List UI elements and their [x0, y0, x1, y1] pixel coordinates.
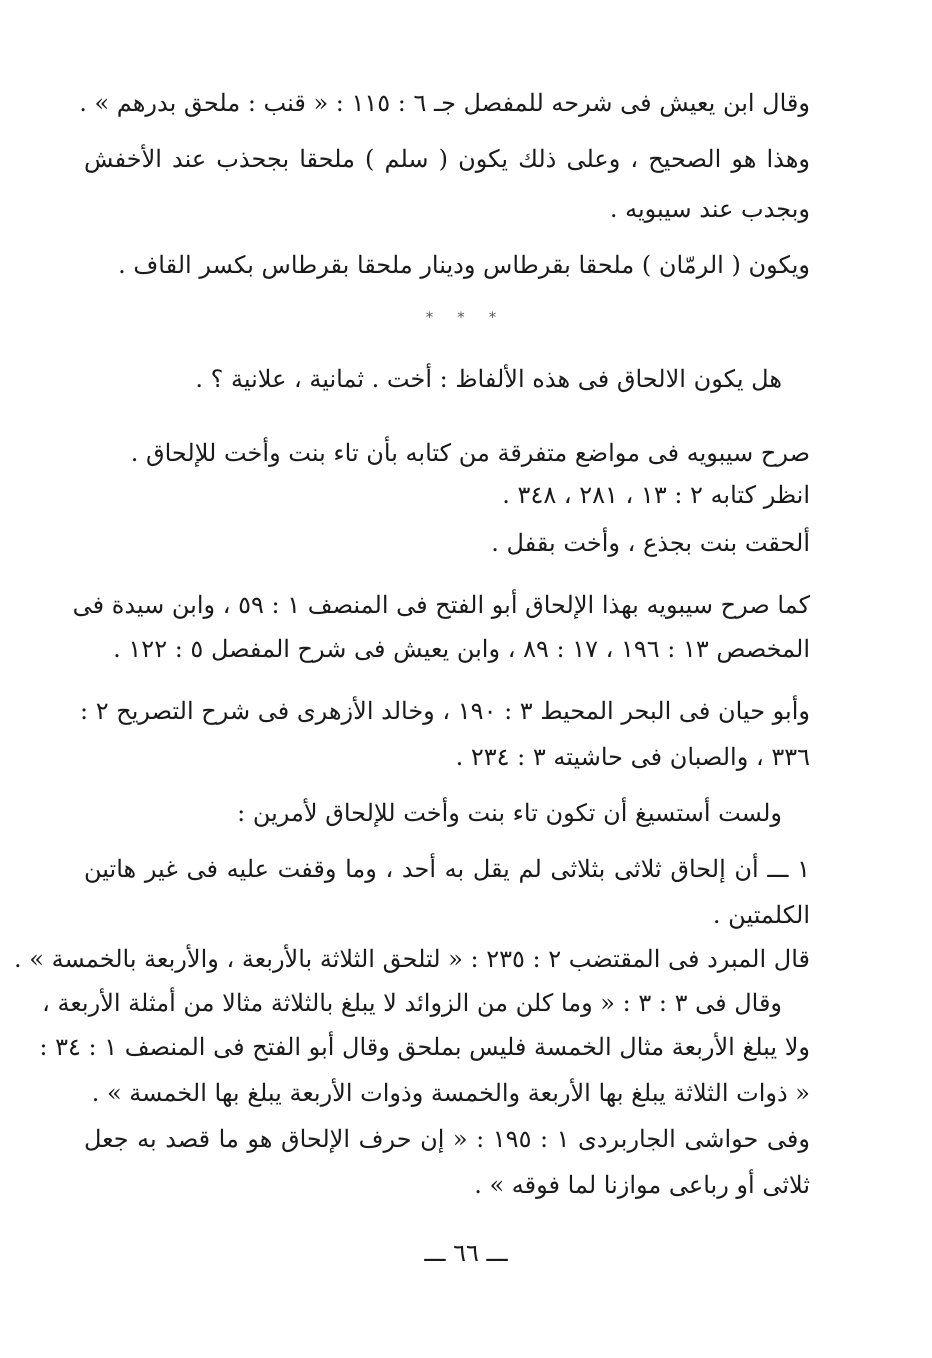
text-line-18: ولا يبلغ الأربعة مثال الخمسة فليس بملحق وقال أبو الفتح فى المنصف ١ : ٣٤ :: [39, 1033, 810, 1061]
text-line-10: المخصص ١٣ : ١٩٦ ، ١٧ : ٨٩ ، وابن يعيش فى شرح المفصل ٥ : ١٢٢ .: [113, 635, 810, 663]
text-line-20: وفى حواشى الجاربردى ١ : ١٩٥ : « إن حرف الإلحاق هو ما قصد به جعل: [84, 1125, 810, 1153]
text-line-21: ثلاثى أو رباعى موازنا لما فوقه » .: [474, 1171, 810, 1199]
text-line-11: وأبو حيان فى البحر المحيط ٣ : ١٩٠ ، وخالد الأزهرى فى شرح التصريح ٢ :: [79, 697, 810, 725]
text-line-15: الكلمتين .: [712, 901, 810, 929]
text-line-16: قال المبرد فى المقتضب ٢ : ٢٣٥ : « لتلحق الثلاثة بالأربعة ، والأربعة بالخمسة » .: [14, 945, 810, 973]
text-line-8: ألحقت بنت بجذع ، وأخت بقفل .: [491, 529, 810, 557]
text-line-19: « ذوات الثلاثة يبلغ بها الأربعة والخمسة وذوات الأربعة يبلغ بها الخمسة » .: [91, 1079, 810, 1107]
text-line-12: ٣٣٦ ، والصبان فى حاشيته ٣ : ٢٣٤ .: [455, 743, 810, 771]
text-line-2: وهذا هو الصحيح ، وعلى ذلك يكون ( سلم ) ملحقا بجحذب عند الأخفش: [84, 145, 810, 173]
text-line-17: وقال فى ٣ : ٣ : « وما كلن من الزوائد لا يبلغ بالثلاثة مثالا من أمثلة الأربعة ،: [42, 989, 782, 1017]
question-line: هل يكون الالحاق فى هذه الألفاظ : أخت . ثمانية ، علانية ؟ .: [195, 365, 782, 393]
section-separator: * * *: [426, 310, 506, 326]
text-line-7: انظر كتابه ٢ : ١٣ ، ٢٨١ ، ٣٤٨ .: [502, 481, 810, 509]
text-line-14: ١ ـــ أن إلحاق ثلاثى بثلاثى لم يقل به أحد ، وما وقفت عليه فى غير هاتين: [84, 855, 810, 883]
text-line-3: وبجدب عند سيبويه .: [609, 195, 810, 223]
text-line-9: كما صرح سيبويه بهذا الإلحاق أبو الفتح فى المنصف ١ : ٥٩ ، وابن سيدة فى: [72, 591, 810, 619]
text-line-13: ولست أستسيغ أن تكون تاء بنت وأخت للإلحاق لأمرين :: [237, 799, 782, 827]
page-number: ـــ ٦٦ ـــ: [424, 1239, 508, 1267]
text-line-4: ويكون ( الرمّان ) ملحقا بقرطاس ودينار ملحقا بقرطاس بكسر القاف .: [118, 251, 810, 279]
text-line-1: وقال ابن يعيش فى شرحه للمفصل جـ ٦ : ١١٥ : « قنب : ملحق بدرهم » .: [79, 89, 810, 117]
text-line-6: صرح سيبويه فى مواضع متفرقة من كتابه بأن تاء بنت وأخت للإلحاق .: [130, 439, 810, 467]
